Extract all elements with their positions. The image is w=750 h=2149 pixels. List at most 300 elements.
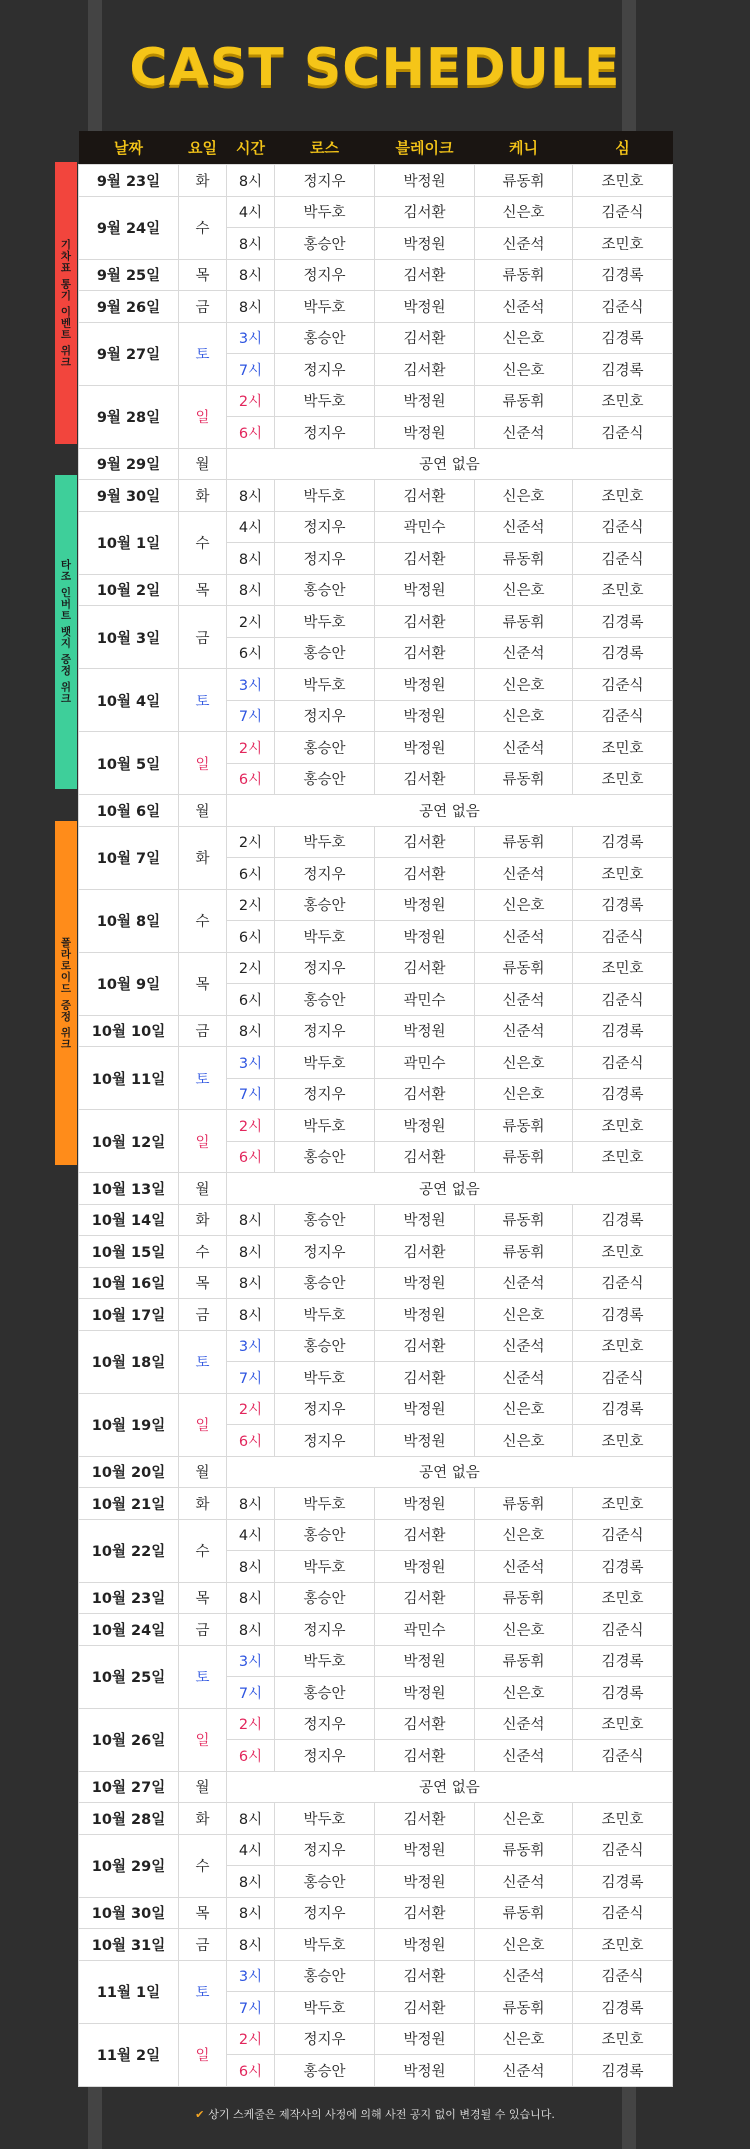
weekday-cell: 토 <box>179 1645 227 1708</box>
date-cell: 10월 27일 <box>79 1771 179 1803</box>
cast-blake-cell: 박정원 <box>375 1299 475 1331</box>
cast-blake-cell: 김서환 <box>375 480 475 512</box>
weekday-cell: 수 <box>179 1519 227 1582</box>
time-cell: 6시 <box>227 1740 275 1772</box>
cast-blake-cell: 김서환 <box>375 1708 475 1740</box>
cast-kenny-cell: 신준석 <box>475 921 573 953</box>
cast-kenny-cell: 신준석 <box>475 1015 573 1047</box>
cast-blake-cell: 김서환 <box>375 858 475 890</box>
cast-shim-cell: 김준식 <box>573 1614 673 1646</box>
cast-ross-cell: 홍승안 <box>275 763 375 795</box>
cast-shim-cell: 김준식 <box>573 1897 673 1929</box>
table-row <box>79 826 673 858</box>
header-blake: 블레이크 <box>375 131 475 165</box>
cast-blake-cell: 박정원 <box>375 1929 475 1961</box>
date-cell: 10월 21일 <box>79 1488 179 1520</box>
weekday-cell: 일 <box>179 1393 227 1456</box>
table-row <box>79 1173 673 1205</box>
cast-kenny-cell: 신준석 <box>475 511 573 543</box>
week-band-polaroid <box>55 821 77 1165</box>
cast-ross-cell: 정지우 <box>275 543 375 575</box>
cast-shim-cell: 김경록 <box>573 889 673 921</box>
weekday-cell: 수 <box>179 511 227 574</box>
time-cell: 6시 <box>227 637 275 669</box>
table-row <box>79 1110 673 1142</box>
date-cell: 10월 20일 <box>79 1456 179 1488</box>
cast-kenny-cell: 신은호 <box>475 1803 573 1835</box>
cast-kenny-cell: 신준석 <box>475 1740 573 1772</box>
cast-shim-cell: 김경록 <box>573 826 673 858</box>
table-row <box>79 448 673 480</box>
date-cell: 10월 26일 <box>79 1708 179 1771</box>
cast-shim-cell: 김준식 <box>573 1960 673 1992</box>
weekday-cell: 수 <box>179 1236 227 1268</box>
cast-ross-cell: 홍승안 <box>275 637 375 669</box>
cast-blake-cell: 김서환 <box>375 1960 475 1992</box>
weekday-cell: 토 <box>179 669 227 732</box>
cast-ross-cell: 홍승안 <box>275 984 375 1016</box>
time-cell: 8시 <box>227 543 275 575</box>
date-cell: 10월 1일 <box>79 511 179 574</box>
cast-shim-cell: 김경록 <box>573 322 673 354</box>
cast-shim-cell: 김경록 <box>573 2055 673 2087</box>
cast-blake-cell: 박정원 <box>375 2023 475 2055</box>
cast-ross-cell: 정지우 <box>275 165 375 197</box>
cast-kenny-cell: 류동휘 <box>475 385 573 417</box>
table-row <box>79 606 673 638</box>
weekday-cell: 토 <box>179 1047 227 1110</box>
cast-shim-cell: 김준식 <box>573 1047 673 1079</box>
cast-ross-cell: 박두호 <box>275 1992 375 2024</box>
date-cell: 10월 17일 <box>79 1299 179 1331</box>
cast-ross-cell: 정지우 <box>275 1740 375 1772</box>
header-kenny: 케니 <box>475 131 573 165</box>
header-date: 날짜 <box>79 131 179 165</box>
cast-ross-cell: 정지우 <box>275 1708 375 1740</box>
cast-ross-cell: 정지우 <box>275 1425 375 1457</box>
table-row <box>79 1834 673 1866</box>
cast-blake-cell: 박정원 <box>375 165 475 197</box>
cast-kenny-cell: 류동휘 <box>475 606 573 638</box>
date-cell: 10월 23일 <box>79 1582 179 1614</box>
cast-blake-cell: 박정원 <box>375 1488 475 1520</box>
cast-ross-cell: 정지우 <box>275 354 375 386</box>
cast-shim-cell: 김준식 <box>573 291 673 323</box>
cast-shim-cell: 조민호 <box>573 1803 673 1835</box>
no-show-cell: 공연 없음 <box>227 1173 673 1205</box>
time-cell: 6시 <box>227 858 275 890</box>
cast-blake-cell: 박정원 <box>375 732 475 764</box>
time-cell: 6시 <box>227 2055 275 2087</box>
cast-ross-cell: 박두호 <box>275 1110 375 1142</box>
table-row <box>79 1771 673 1803</box>
cast-shim-cell: 김준식 <box>573 700 673 732</box>
weekday-cell: 금 <box>179 1015 227 1047</box>
date-cell: 10월 4일 <box>79 669 179 732</box>
cast-kenny-cell: 류동휘 <box>475 763 573 795</box>
cast-ross-cell: 정지우 <box>275 1897 375 1929</box>
cast-blake-cell: 박정원 <box>375 1267 475 1299</box>
date-cell: 10월 6일 <box>79 795 179 827</box>
cast-shim-cell: 김준식 <box>573 543 673 575</box>
cast-kenny-cell: 신준석 <box>475 1551 573 1583</box>
cast-blake-cell: 박정원 <box>375 417 475 449</box>
table-row <box>79 1582 673 1614</box>
cast-shim-cell: 조민호 <box>573 165 673 197</box>
notice-text: 상기 스케줄은 제작사의 사정에 의해 사전 공지 없이 변경될 수 있습니다. <box>208 2108 555 2121</box>
table-row <box>79 732 673 764</box>
table-row <box>79 291 673 323</box>
table-row <box>79 196 673 228</box>
weekday-cell: 수 <box>179 1834 227 1897</box>
schedule-body <box>79 165 673 2087</box>
time-cell: 8시 <box>227 1299 275 1331</box>
cast-shim-cell: 김준식 <box>573 1834 673 1866</box>
time-cell: 6시 <box>227 763 275 795</box>
cast-shim-cell: 김준식 <box>573 511 673 543</box>
table-row <box>79 574 673 606</box>
cast-shim-cell: 조민호 <box>573 1236 673 1268</box>
cast-blake-cell: 김서환 <box>375 354 475 386</box>
cast-shim-cell: 조민호 <box>573 763 673 795</box>
table-row <box>79 1299 673 1331</box>
cast-kenny-cell: 신은호 <box>475 1047 573 1079</box>
cast-blake-cell: 박정원 <box>375 385 475 417</box>
cast-shim-cell: 김경록 <box>573 1078 673 1110</box>
weekday-cell: 화 <box>179 826 227 889</box>
cast-blake-cell: 곽민수 <box>375 984 475 1016</box>
time-cell: 6시 <box>227 1425 275 1457</box>
cast-shim-cell: 조민호 <box>573 1425 673 1457</box>
time-cell: 6시 <box>227 1141 275 1173</box>
time-cell: 8시 <box>227 259 275 291</box>
time-cell: 2시 <box>227 385 275 417</box>
weekday-cell: 목 <box>179 1582 227 1614</box>
cast-shim-cell: 조민호 <box>573 1330 673 1362</box>
date-cell: 9월 30일 <box>79 480 179 512</box>
weekday-cell: 목 <box>179 1267 227 1299</box>
cast-shim-cell: 김준식 <box>573 669 673 701</box>
cast-blake-cell: 김서환 <box>375 1582 475 1614</box>
time-cell: 7시 <box>227 1677 275 1709</box>
weekday-cell: 수 <box>179 889 227 952</box>
cast-kenny-cell: 신준석 <box>475 1330 573 1362</box>
weekday-cell: 화 <box>179 1803 227 1835</box>
cast-shim-cell: 조민호 <box>573 1488 673 1520</box>
cast-shim-cell: 김경록 <box>573 1299 673 1331</box>
cast-shim-cell: 조민호 <box>573 1708 673 1740</box>
date-cell: 10월 8일 <box>79 889 179 952</box>
cast-ross-cell: 홍승안 <box>275 1330 375 1362</box>
time-cell: 6시 <box>227 984 275 1016</box>
cast-blake-cell: 곽민수 <box>375 1614 475 1646</box>
cast-blake-cell: 박정원 <box>375 1425 475 1457</box>
table-row <box>79 1330 673 1362</box>
cast-ross-cell: 홍승안 <box>275 1866 375 1898</box>
cast-blake-cell: 박정원 <box>375 1551 475 1583</box>
cast-ross-cell: 정지우 <box>275 1393 375 1425</box>
cast-ross-cell: 박두호 <box>275 480 375 512</box>
time-cell: 4시 <box>227 1519 275 1551</box>
cast-blake-cell: 김서환 <box>375 1897 475 1929</box>
date-cell: 10월 10일 <box>79 1015 179 1047</box>
date-cell: 10월 11일 <box>79 1047 179 1110</box>
date-cell: 10월 22일 <box>79 1519 179 1582</box>
date-cell: 10월 25일 <box>79 1645 179 1708</box>
time-cell: 8시 <box>227 165 275 197</box>
date-cell: 10월 19일 <box>79 1393 179 1456</box>
cast-ross-cell: 홍승안 <box>275 2055 375 2087</box>
cast-shim-cell: 김준식 <box>573 1267 673 1299</box>
date-cell: 10월 3일 <box>79 606 179 669</box>
cast-blake-cell: 김서환 <box>375 606 475 638</box>
cast-kenny-cell: 신은호 <box>475 700 573 732</box>
cast-blake-cell: 박정원 <box>375 669 475 701</box>
table-row <box>79 889 673 921</box>
weekday-cell: 토 <box>179 1960 227 2023</box>
cast-blake-cell: 김서환 <box>375 637 475 669</box>
weekday-cell: 일 <box>179 732 227 795</box>
time-cell: 3시 <box>227 1645 275 1677</box>
time-cell: 7시 <box>227 354 275 386</box>
table-row <box>79 1614 673 1646</box>
weekday-cell: 금 <box>179 1929 227 1961</box>
cast-ross-cell: 정지우 <box>275 417 375 449</box>
cast-kenny-cell: 류동휘 <box>475 952 573 984</box>
cast-kenny-cell: 신준석 <box>475 291 573 323</box>
cast-kenny-cell: 류동휘 <box>475 1645 573 1677</box>
cast-blake-cell: 박정원 <box>375 1834 475 1866</box>
check-icon: ✔ <box>195 2108 205 2121</box>
cast-kenny-cell: 신준석 <box>475 1362 573 1394</box>
cast-kenny-cell: 신준석 <box>475 858 573 890</box>
cast-kenny-cell: 류동휘 <box>475 259 573 291</box>
time-cell: 8시 <box>227 574 275 606</box>
cast-kenny-cell: 신은호 <box>475 1078 573 1110</box>
cast-shim-cell: 김경록 <box>573 1015 673 1047</box>
time-cell: 8시 <box>227 228 275 260</box>
time-cell: 7시 <box>227 1992 275 2024</box>
cast-shim-cell: 김경록 <box>573 259 673 291</box>
cast-blake-cell: 박정원 <box>375 1393 475 1425</box>
cast-ross-cell: 박두호 <box>275 385 375 417</box>
time-cell: 8시 <box>227 1267 275 1299</box>
date-cell: 10월 9일 <box>79 952 179 1015</box>
time-cell: 8시 <box>227 1866 275 1898</box>
table-row <box>79 2023 673 2055</box>
cast-ross-cell: 홍승안 <box>275 889 375 921</box>
cast-kenny-cell: 류동휘 <box>475 1992 573 2024</box>
time-cell: 2시 <box>227 2023 275 2055</box>
cast-ross-cell: 홍승안 <box>275 1204 375 1236</box>
cast-shim-cell: 김준식 <box>573 1740 673 1772</box>
time-cell: 2시 <box>227 952 275 984</box>
cast-ross-cell: 박두호 <box>275 1299 375 1331</box>
cast-kenny-cell: 신준석 <box>475 1267 573 1299</box>
cast-kenny-cell: 류동휘 <box>475 1488 573 1520</box>
date-cell: 10월 18일 <box>79 1330 179 1393</box>
cast-shim-cell: 김준식 <box>573 417 673 449</box>
cast-ross-cell: 홍승안 <box>275 1267 375 1299</box>
cast-ross-cell: 박두호 <box>275 1645 375 1677</box>
table-row <box>79 1393 673 1425</box>
cast-ross-cell: 홍승안 <box>275 732 375 764</box>
cast-shim-cell: 김경록 <box>573 606 673 638</box>
cast-shim-cell: 김경록 <box>573 1866 673 1898</box>
week-band-train <box>55 162 77 444</box>
weekday-cell: 월 <box>179 448 227 480</box>
date-cell: 9월 28일 <box>79 385 179 448</box>
cast-kenny-cell: 류동휘 <box>475 1236 573 1268</box>
cast-ross-cell: 홍승안 <box>275 322 375 354</box>
weekday-cell: 목 <box>179 952 227 1015</box>
week-band-label: 타조 인버트 뱃지 증정 위크 <box>59 559 72 705</box>
cast-shim-cell: 김준식 <box>573 921 673 953</box>
cast-shim-cell: 김경록 <box>573 1992 673 2024</box>
cast-kenny-cell: 신은호 <box>475 480 573 512</box>
cast-ross-cell: 박두호 <box>275 291 375 323</box>
cast-kenny-cell: 류동휘 <box>475 1897 573 1929</box>
header-shim: 심 <box>573 131 673 165</box>
cast-blake-cell: 박정원 <box>375 1110 475 1142</box>
table-row <box>79 511 673 543</box>
cast-ross-cell: 정지우 <box>275 858 375 890</box>
time-cell: 3시 <box>227 1047 275 1079</box>
time-cell: 8시 <box>227 1551 275 1583</box>
time-cell: 2시 <box>227 732 275 764</box>
date-cell: 9월 24일 <box>79 196 179 259</box>
cast-blake-cell: 박정원 <box>375 1866 475 1898</box>
time-cell: 8시 <box>227 1614 275 1646</box>
date-cell: 10월 14일 <box>79 1204 179 1236</box>
cast-kenny-cell: 신준석 <box>475 228 573 260</box>
cast-ross-cell: 박두호 <box>275 1047 375 1079</box>
date-cell: 11월 2일 <box>79 2023 179 2086</box>
date-cell: 10월 12일 <box>79 1110 179 1173</box>
cast-kenny-cell: 류동휘 <box>475 1204 573 1236</box>
cast-shim-cell: 김준식 <box>573 1362 673 1394</box>
page-title: CAST SCHEDULE <box>129 38 621 98</box>
date-cell: 9월 27일 <box>79 322 179 385</box>
cast-ross-cell: 홍승안 <box>275 1519 375 1551</box>
table-row <box>79 480 673 512</box>
cast-ross-cell: 박두호 <box>275 1362 375 1394</box>
weekday-cell: 일 <box>179 2023 227 2086</box>
table-row <box>79 1519 673 1551</box>
cast-kenny-cell: 신은호 <box>475 2023 573 2055</box>
table-row <box>79 669 673 701</box>
weekday-cell: 일 <box>179 1708 227 1771</box>
cast-kenny-cell: 류동휘 <box>475 1110 573 1142</box>
cast-shim-cell: 조민호 <box>573 385 673 417</box>
cast-kenny-cell: 신은호 <box>475 196 573 228</box>
header-row <box>79 131 673 165</box>
cast-ross-cell: 박두호 <box>275 1929 375 1961</box>
cast-blake-cell: 김서환 <box>375 543 475 575</box>
cast-blake-cell: 김서환 <box>375 259 475 291</box>
date-cell: 10월 13일 <box>79 1173 179 1205</box>
cast-ross-cell: 박두호 <box>275 606 375 638</box>
weekday-cell: 목 <box>179 259 227 291</box>
table-row <box>79 1204 673 1236</box>
cast-shim-cell: 조민호 <box>573 858 673 890</box>
cast-kenny-cell: 신은호 <box>475 322 573 354</box>
cast-kenny-cell: 신준석 <box>475 1866 573 1898</box>
cast-blake-cell: 박정원 <box>375 2055 475 2087</box>
weekday-cell: 금 <box>179 1299 227 1331</box>
cast-blake-cell: 김서환 <box>375 1078 475 1110</box>
time-cell: 8시 <box>227 1897 275 1929</box>
cast-blake-cell: 김서환 <box>375 322 475 354</box>
header-ross: 로스 <box>275 131 375 165</box>
cast-shim-cell: 조민호 <box>573 574 673 606</box>
date-cell: 10월 7일 <box>79 826 179 889</box>
time-cell: 4시 <box>227 511 275 543</box>
weekday-cell: 월 <box>179 1173 227 1205</box>
time-cell: 7시 <box>227 700 275 732</box>
cast-ross-cell: 정지우 <box>275 952 375 984</box>
date-cell: 9월 25일 <box>79 259 179 291</box>
weekday-cell: 일 <box>179 385 227 448</box>
cast-shim-cell: 김경록 <box>573 1677 673 1709</box>
cast-kenny-cell: 신은호 <box>475 669 573 701</box>
cast-blake-cell: 김서환 <box>375 1992 475 2024</box>
time-cell: 8시 <box>227 1015 275 1047</box>
cast-shim-cell: 김경록 <box>573 1204 673 1236</box>
cast-kenny-cell: 신은호 <box>475 889 573 921</box>
time-cell: 8시 <box>227 1803 275 1835</box>
cast-shim-cell: 조민호 <box>573 732 673 764</box>
cast-blake-cell: 박정원 <box>375 889 475 921</box>
cast-blake-cell: 박정원 <box>375 228 475 260</box>
cast-ross-cell: 정지우 <box>275 2023 375 2055</box>
cast-shim-cell: 조민호 <box>573 228 673 260</box>
date-cell: 10월 31일 <box>79 1929 179 1961</box>
cast-ross-cell: 홍승안 <box>275 574 375 606</box>
date-cell: 10월 2일 <box>79 574 179 606</box>
time-cell: 4시 <box>227 196 275 228</box>
time-cell: 6시 <box>227 921 275 953</box>
cast-kenny-cell: 류동휘 <box>475 1141 573 1173</box>
cast-ross-cell: 정지우 <box>275 1236 375 1268</box>
cast-ross-cell: 박두호 <box>275 921 375 953</box>
table-row <box>79 1897 673 1929</box>
cast-shim-cell: 김경록 <box>573 354 673 386</box>
table-row <box>79 952 673 984</box>
cast-kenny-cell: 신준석 <box>475 732 573 764</box>
weekday-cell: 목 <box>179 574 227 606</box>
cast-schedule-table <box>78 131 673 2087</box>
cast-ross-cell: 박두호 <box>275 826 375 858</box>
cast-kenny-cell: 신준석 <box>475 984 573 1016</box>
weekday-cell: 월 <box>179 795 227 827</box>
cast-ross-cell: 홍승안 <box>275 228 375 260</box>
cast-ross-cell: 박두호 <box>275 1488 375 1520</box>
date-cell: 10월 28일 <box>79 1803 179 1835</box>
cast-shim-cell: 김경록 <box>573 1645 673 1677</box>
time-cell: 8시 <box>227 1929 275 1961</box>
cast-shim-cell: 조민호 <box>573 1929 673 1961</box>
time-cell: 2시 <box>227 1708 275 1740</box>
time-cell: 2시 <box>227 1393 275 1425</box>
cast-shim-cell: 김준식 <box>573 196 673 228</box>
cast-blake-cell: 박정원 <box>375 1015 475 1047</box>
date-cell: 9월 23일 <box>79 165 179 197</box>
date-cell: 10월 16일 <box>79 1267 179 1299</box>
time-cell: 8시 <box>227 1582 275 1614</box>
cast-kenny-cell: 류동휘 <box>475 1834 573 1866</box>
weekday-cell: 화 <box>179 165 227 197</box>
